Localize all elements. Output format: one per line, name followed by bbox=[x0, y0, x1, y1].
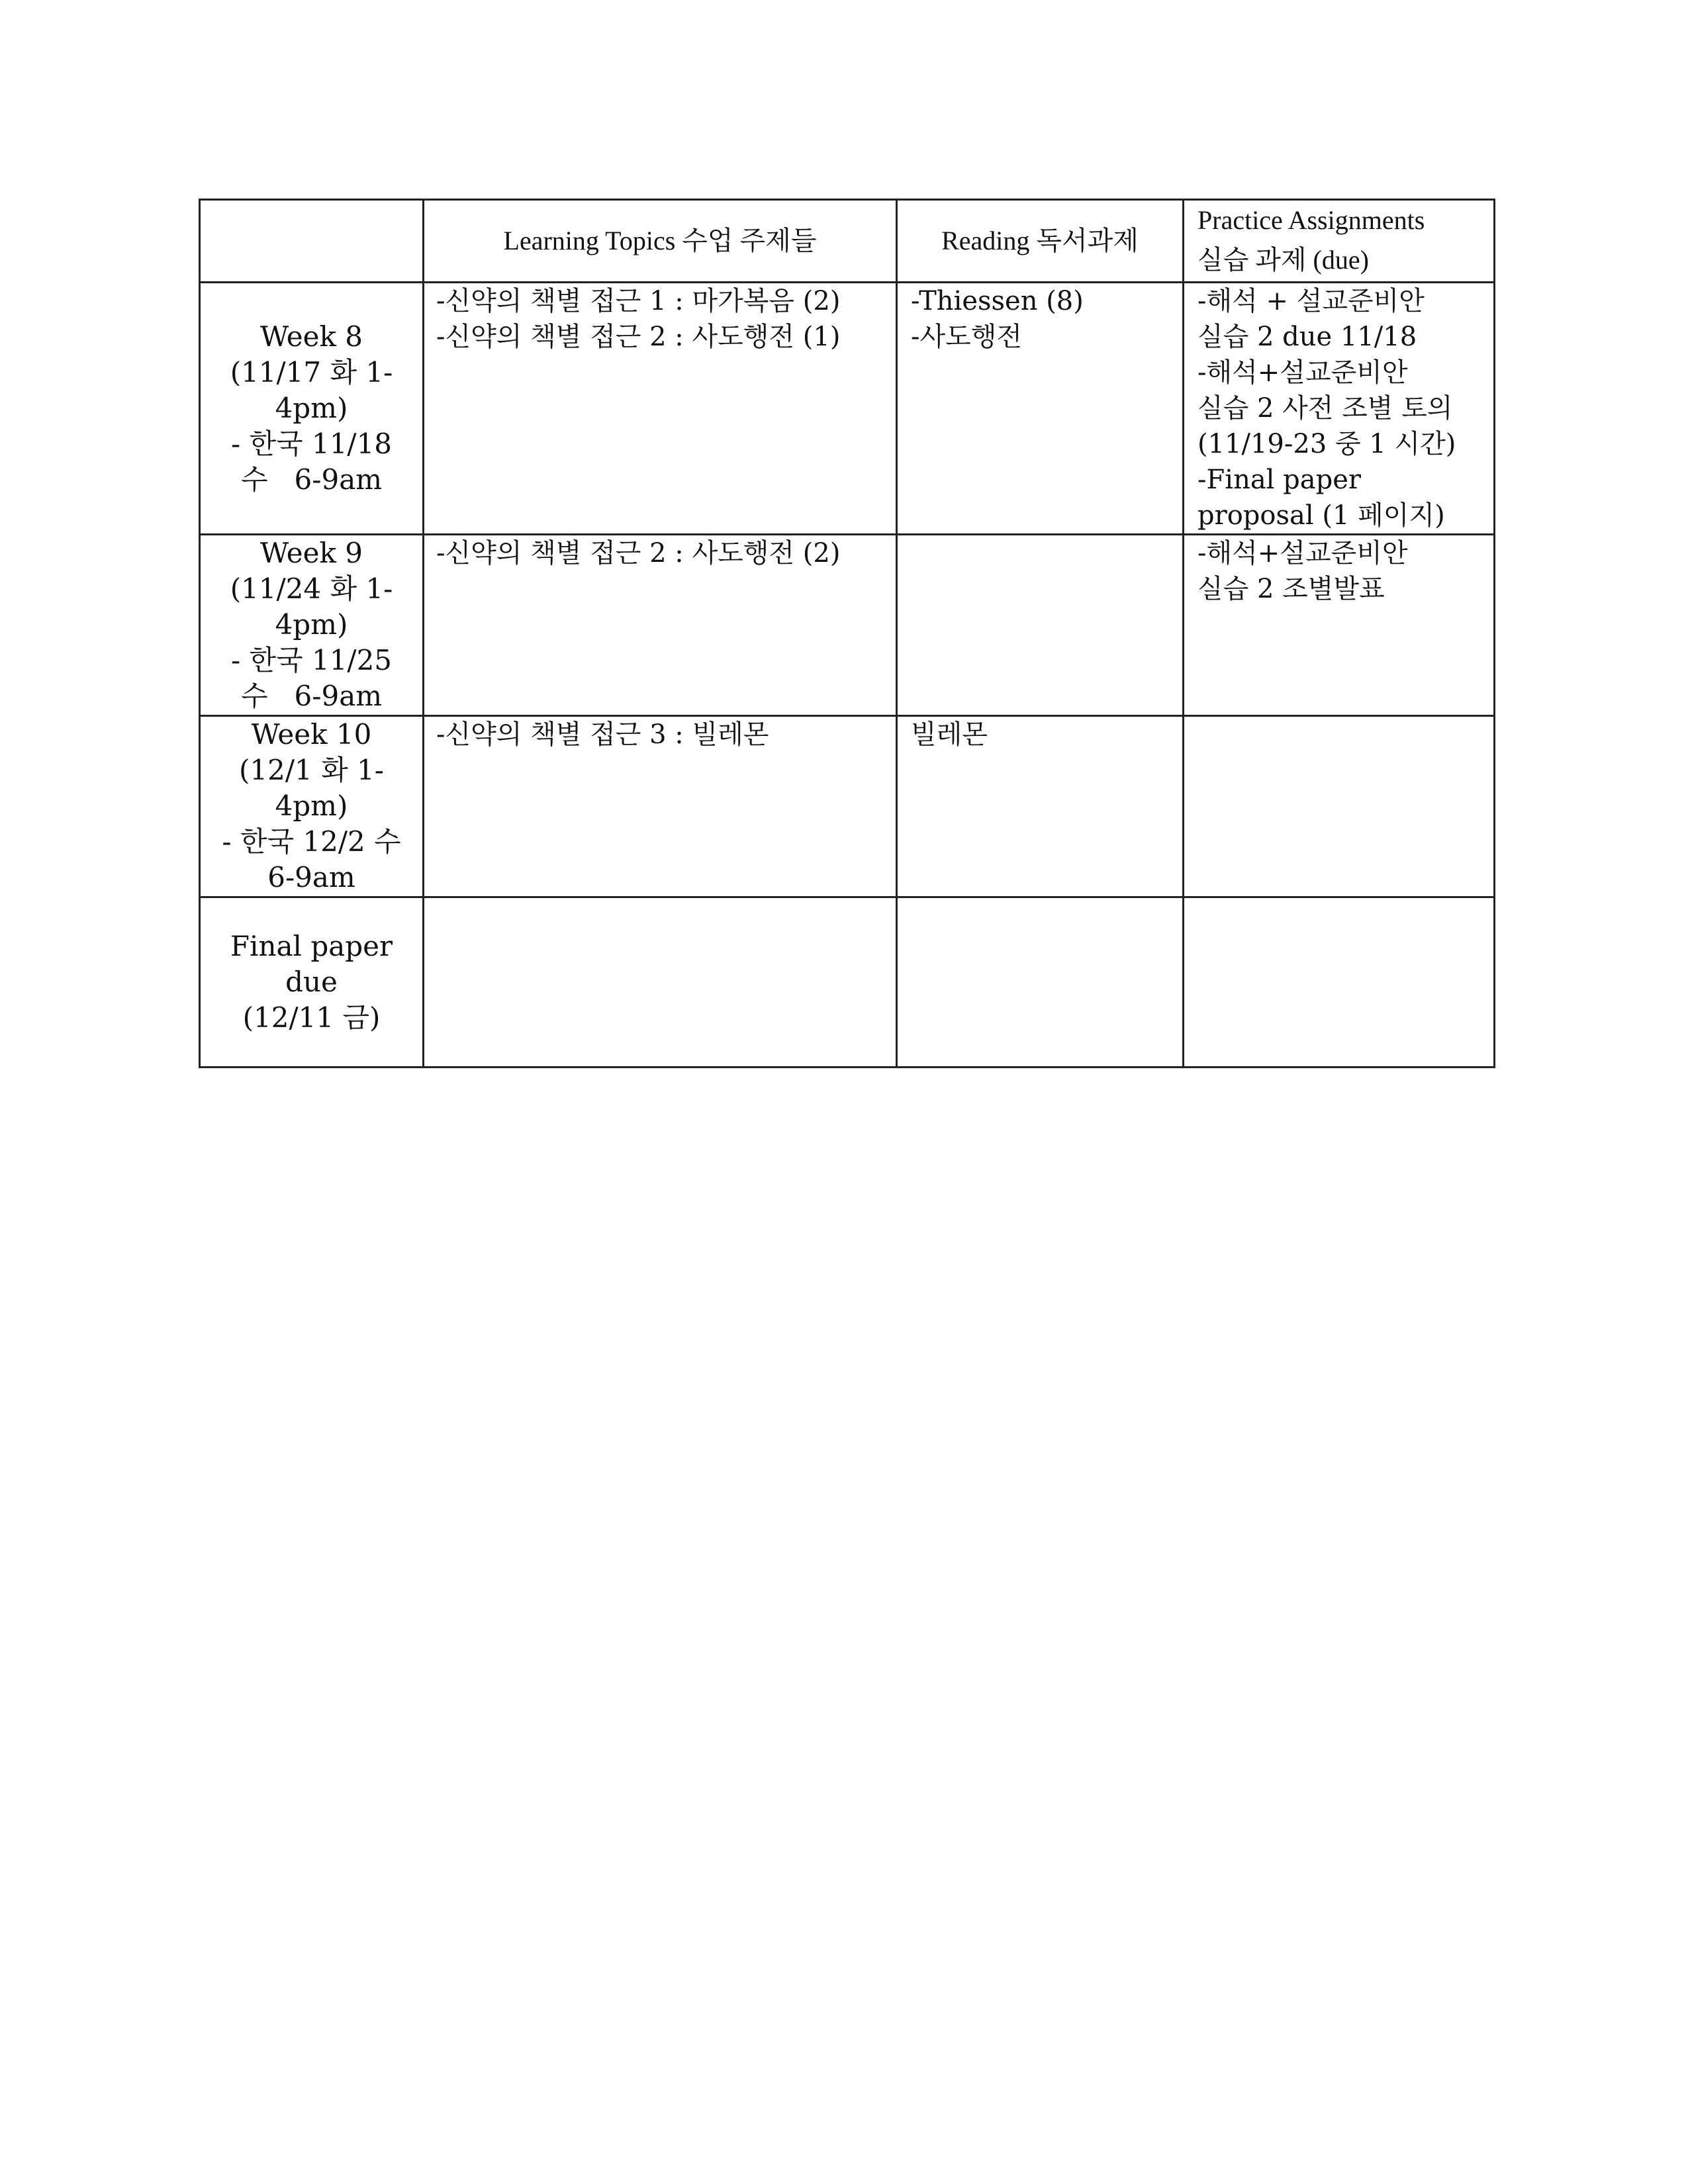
week-line: Week 9 bbox=[260, 537, 363, 569]
week-line: 4pm) bbox=[275, 392, 348, 424]
table-row-final-paper bbox=[200, 897, 1495, 1068]
reading-line: -사도행전 bbox=[911, 322, 1023, 352]
assignments-cell bbox=[1184, 535, 1495, 716]
week-line: 4pm) bbox=[275, 608, 348, 641]
assignments-cell bbox=[1184, 283, 1495, 535]
week-line: (12/11 금) bbox=[242, 1001, 381, 1034]
header-reading: Reading 독서과제 bbox=[897, 200, 1184, 283]
course-schedule-table bbox=[199, 199, 1495, 1068]
topics-cell bbox=[424, 716, 897, 897]
topics-cell bbox=[424, 283, 897, 535]
table-header-row bbox=[200, 200, 1495, 283]
topics-cell bbox=[424, 897, 897, 1068]
week-line: (12/1 화 1- bbox=[239, 754, 384, 786]
week-line: 4pm) bbox=[275, 790, 348, 822]
table-row-week8 bbox=[200, 283, 1495, 535]
week-cell bbox=[200, 716, 424, 897]
week-line: - 한국 11/18 bbox=[230, 428, 393, 460]
week-cell bbox=[200, 535, 424, 716]
assignment-line: 실습 2 조별발표 bbox=[1197, 574, 1385, 604]
week-line: 6-9am bbox=[267, 861, 355, 893]
assignment-line: 실습 2 사전 조별 토의 bbox=[1197, 393, 1453, 424]
topic-line: -신약의 책별 접근 2 : 사도행전 (1) bbox=[436, 322, 841, 352]
week-line: Week 8 bbox=[260, 320, 363, 353]
assignment-line: -Final paper bbox=[1197, 465, 1362, 495]
week-line: (11/17 화 1- bbox=[230, 356, 393, 388]
assignment-line: proposal (1 페이지) bbox=[1197, 500, 1445, 531]
assignments-cell bbox=[1184, 716, 1495, 897]
week-cell bbox=[200, 897, 424, 1068]
header-learning-topics: Learning Topics 수업 주제들 bbox=[424, 200, 897, 283]
table-row-week10 bbox=[200, 716, 1495, 897]
assignment-line: -해석 + 설교준비안 bbox=[1197, 286, 1425, 316]
topic-line: -신약의 책별 접근 1 : 마가복음 (2) bbox=[436, 286, 841, 316]
header-week-cell bbox=[200, 200, 424, 283]
week-cell bbox=[200, 283, 424, 535]
week-line: (11/24 화 1- bbox=[230, 572, 393, 605]
assignment-line: -해석+설교준비안 bbox=[1197, 538, 1408, 569]
header-practice-line2: 실습 과제 (due) bbox=[1197, 245, 1369, 275]
reading-cell bbox=[897, 535, 1184, 716]
week-line: Final paper bbox=[230, 930, 393, 962]
topics-cell bbox=[424, 535, 897, 716]
reading-cell bbox=[897, 716, 1184, 897]
week-line: 수 6-9am bbox=[240, 680, 383, 712]
week-line: - 한국 12/2 수 bbox=[222, 825, 401, 858]
assignment-line: -해석+설교준비안 bbox=[1197, 357, 1408, 388]
week-line: due bbox=[285, 966, 338, 998]
assignment-line: 실습 2 due 11/18 bbox=[1197, 322, 1417, 352]
topic-line: -신약의 책별 접근 3 : 빌레몬 bbox=[436, 719, 769, 750]
week-line: - 한국 11/25 bbox=[230, 644, 393, 676]
reading-cell bbox=[897, 897, 1184, 1068]
header-practice-assignments bbox=[1184, 200, 1495, 283]
header-practice-line1: Practice Assignments bbox=[1197, 205, 1425, 235]
assignment-line: (11/19-23 중 1 시간) bbox=[1197, 429, 1456, 459]
week-line: 수 6-9am bbox=[240, 463, 383, 496]
table-row-week9 bbox=[200, 535, 1495, 716]
topic-line: -신약의 책별 접근 2 : 사도행전 (2) bbox=[436, 538, 841, 569]
reading-line: -Thiessen (8) bbox=[911, 286, 1084, 316]
reading-line: 빌레몬 bbox=[911, 719, 988, 750]
week-line: Week 10 bbox=[251, 718, 372, 751]
reading-cell bbox=[897, 283, 1184, 535]
assignments-cell bbox=[1184, 897, 1495, 1068]
